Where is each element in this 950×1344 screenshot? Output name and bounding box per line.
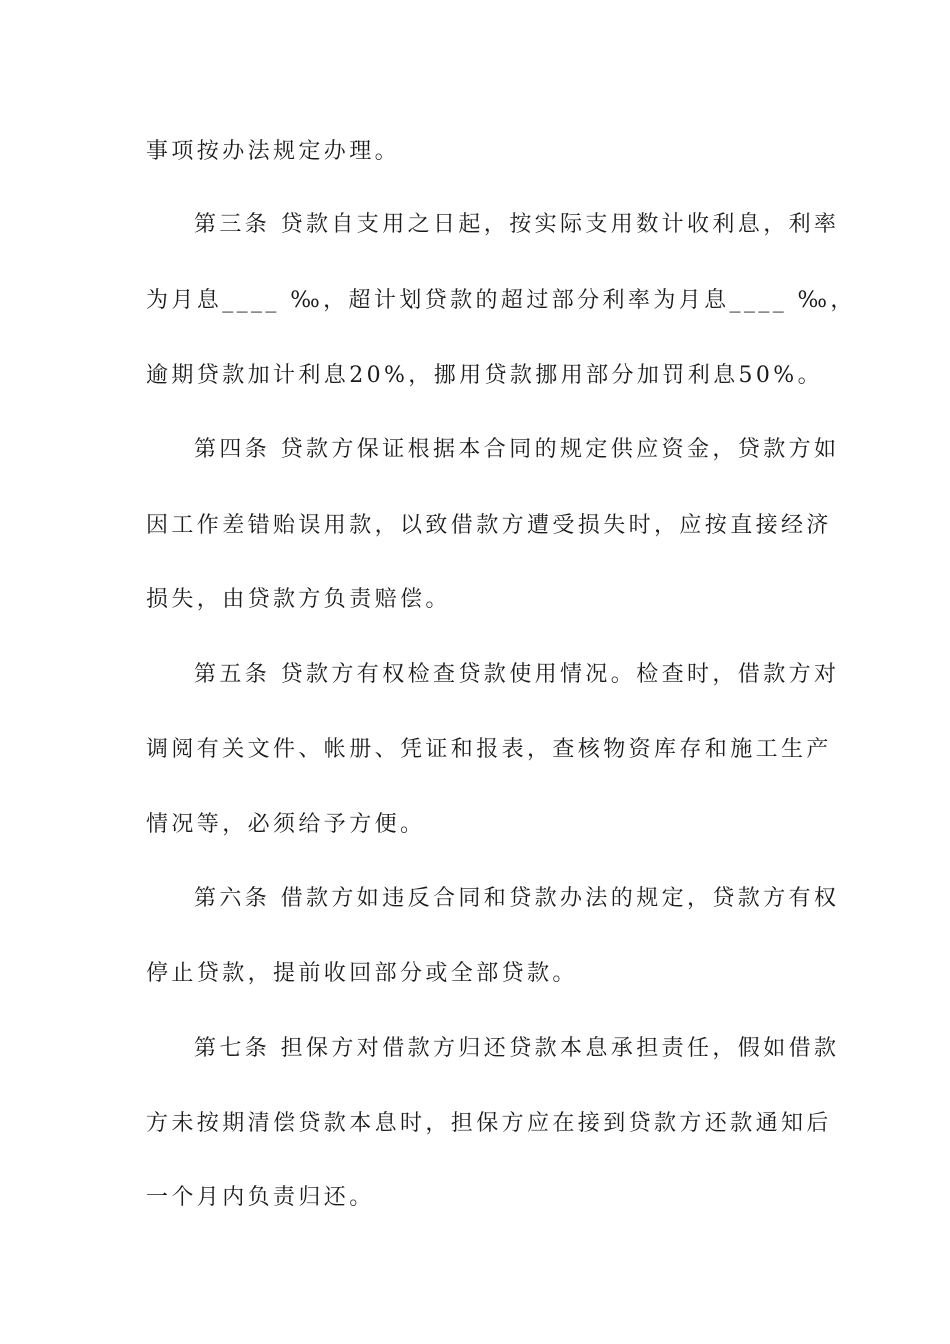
- text-line: 为月息____ ‰，超计划贷款的超过部分利率为月息____ ‰，: [146, 288, 856, 313]
- text-line: 事项按办法规定办理。: [146, 139, 401, 164]
- article-5-heading-line: 第五条 贷款方有权检查贷款使用情况。检查时，借款方对: [194, 662, 840, 687]
- text-line: 损失，由贷款方负责赔偿。: [146, 587, 451, 612]
- text-line: 停止贷款，提前收回部分或全部贷款。: [146, 961, 578, 986]
- text-line: 一个月内负责归还。: [146, 1185, 375, 1210]
- article-3-heading-line: 第三条 贷款自支用之日起，按实际支用数计收利息，利率: [194, 212, 840, 237]
- text-line: 调阅有关文件、帐册、凭证和报表，查核物资库存和施工生产: [146, 737, 832, 762]
- article-7-heading-line: 第七条 担保方对借款方归还贷款本息承担责任，假如借款: [194, 1036, 840, 1061]
- article-4-heading-line: 第四条 贷款方保证根据本合同的规定供应资金，贷款方如: [194, 437, 840, 462]
- text-line: 因工作差错贻误用款，以致借款方遭受损失时，应按直接经济: [146, 513, 832, 538]
- text-line: 方未按期清偿贷款本息时，担保方应在接到贷款方还款通知后: [146, 1111, 832, 1136]
- text-line: 逾期贷款加计利息20%，挪用贷款挪用部分加罚利息50%。: [146, 363, 823, 388]
- article-6-heading-line: 第六条 借款方如违反合同和贷款办法的规定，贷款方有权: [194, 886, 840, 911]
- text-line: 情况等，必须给予方便。: [146, 812, 426, 837]
